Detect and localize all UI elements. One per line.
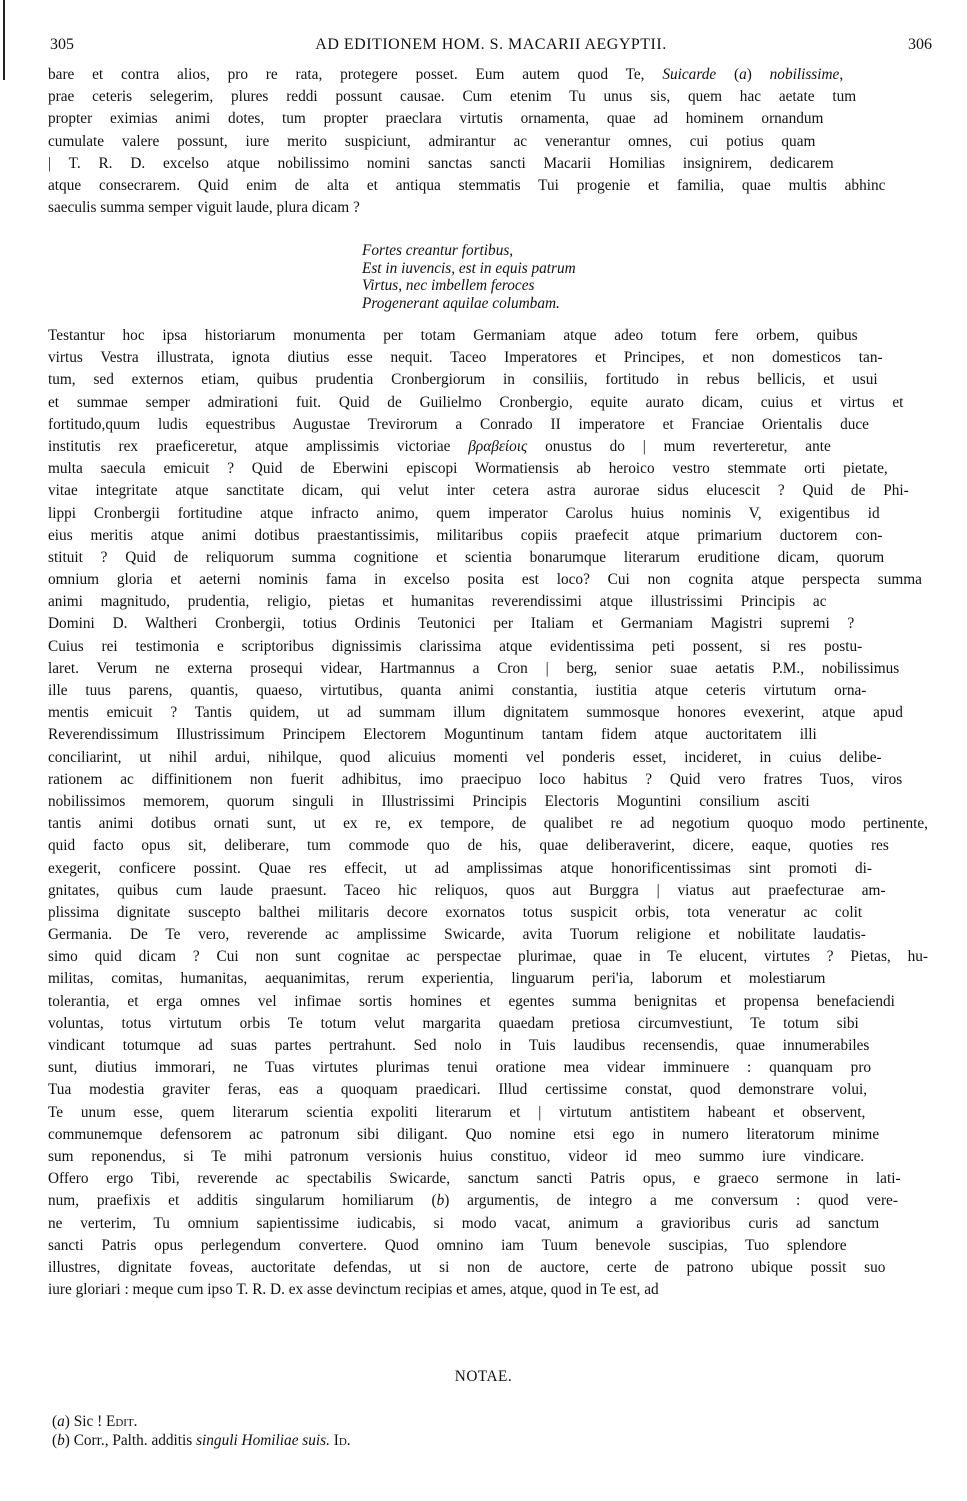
- page-header: [50, 36, 932, 58]
- text-line: fortitudo,quum ludis equestribus Augustae Trevirorum a Conrado II imperatore et Franciae Orientalis duce: [48, 415, 869, 433]
- text-line: simo quid dicam ? Cui non sunt cognitae ac perspectae plurimae, quae in Te elucent, virtutes ? Pietas, hu-: [48, 948, 928, 966]
- text-line: voluntas, totus virtutum orbis Te totum velut margarita quaedam pretiosa circumvestiunt, Te totum sibi: [48, 1014, 859, 1032]
- text-line: tantis animi dotibus ornati sunt, ut ex re, ex tempore, de qualibet re ad negotium quoquo modo pertinente,: [48, 815, 928, 833]
- page-edge-rule: [3, 0, 5, 80]
- text-line: lippi Cronbergii fortitudine atque infracto animo, quem imperator Carolus huius nominis V, exigentibus id: [48, 504, 880, 522]
- footnote-a: (a) Sic ! Edit.: [52, 1413, 138, 1430]
- text-line: sancti Patris opus perlegendum convertere. Quod omnino iam Tuum benevole suscipias, Tuo splendore: [48, 1236, 847, 1254]
- notes-heading: NOTAE.: [454, 1368, 513, 1385]
- text-line: propter eximias animi dotes, tum propter praeclara virtutis ornamenta, quae ad hominem ornandum: [48, 110, 824, 128]
- text-line: animi magnitudo, prudentia, religio, pietas et humanitas reverendissimi atque illustrissimi Principis ac: [48, 593, 827, 611]
- text-line: Offero ergo Tibi, reverende ac spectabilis Swicarde, sanctum sancti Patris opus, e graeco sermone in lati-: [48, 1170, 901, 1188]
- text-line: sum reponendus, si Te mihi patronum versionis huius constituo, videor id meo summo iure vindicare.: [48, 1147, 865, 1165]
- text-line: rationem ac diffinitionem non fuerit adhibitus, imo praecipuo loco habitus ? Quid vero fratres Tuos, viros: [48, 770, 903, 788]
- text-line: nobilissimos memorem, quorum singuli in Illustrissimi Principis Electoris Moguntini consilium asciti: [48, 792, 810, 810]
- text-line: Domini D. Waltheri Cronbergii, totius Ordinis Teutonici per Italiam et Germaniam Magistri supremi ?: [48, 615, 855, 633]
- footnote-ref-a: a: [739, 66, 747, 83]
- text-line: Reverendissimum Illustrissimum Principem Electorem Moguntinum tantam fidem atque auctoritatem illi: [48, 726, 817, 744]
- text-line: vindicant totumque ad suas partes pertrahunt. Sed nolo in Tuis laudibus recensendis, quae innumerabiles: [48, 1037, 870, 1054]
- text-line: plissima dignitate suscepto balthei militaris decore exornatos totus suspicit orbis, tota veneratur ac colit: [48, 903, 863, 921]
- text-line: Te unum esse, quem literarum scientia expoliti literarum et | virtutum antistitem habeant et observent,: [48, 1103, 866, 1121]
- text-line: omnium gloria et aeterni nominis fama in excelso posita est loco? Cui non cognita atque perspecta summa: [48, 571, 922, 589]
- footnotes: [52, 1412, 351, 1450]
- footnote-ref-b: b: [436, 1192, 445, 1210]
- text-line: militas, comitas, humanitas, aequanimitas, rerum experientia, linguarum peri'ia, laborum et molestiarum: [48, 970, 826, 988]
- text-line: iure gloriari : meque cum ipso T. R. D. ex asse devinctum recipias et ames, atque, quod in Te est, ad: [48, 1281, 659, 1299]
- text-line: prae ceteris selegerim, plures reddi possunt causae. Cum etenim Tu unus sis, quem hac aetate tum: [48, 88, 857, 106]
- text-line: bare et contra alios, pro re rata, protegere posset. Eum autem quod Te, Suicarde (a) nobilissime,: [48, 66, 844, 83]
- text-line: vitae integritate atque sanctitate dicam, qui velut inter cetera astra aurorae sidus elucescit ? Quid de Phi-: [48, 482, 909, 500]
- text-line: sunt, diutius immorari, ne Tuas virtutes plurimas tenui oratione mea videar imminuere : quanquam pro: [48, 1059, 872, 1077]
- text-line: conciliarint, ut nihil ardui, nihilque, quod alicuius momenti vel ponderis esset, incideret, in cuius delibe-: [48, 748, 882, 766]
- text-line: laret. Verum ne externa prosequi videar, Hartmannus a Cron | berg, senior suae aetatis P.M., nobilissimus: [48, 659, 900, 677]
- dedication-paragraph-1: [48, 64, 928, 219]
- verse-line: Virtus, nec imbellem feroces: [362, 277, 535, 294]
- text-line: eius meritis atque animi dotibus praestantissimis, militaribus copiis praefecit atque primarium ductorem con-: [48, 526, 883, 544]
- page-number-right: 306: [908, 36, 932, 53]
- text-line: institutis rex praeficeretur, atque amplissimis victoriae βραβείοις onustus do | mum reverteretur, ante: [48, 437, 831, 455]
- greek-word: βραβείοις: [468, 437, 528, 455]
- text-line: quid facto opus sit, deliberare, tum commode quo de his, quae deliberaverint, dicere, eaque, quoties res: [48, 837, 889, 855]
- text-line: mentis emicuit ? Tantis quidem, ut ad summam illum dignitatem summosque honores evexerint, atque apud: [48, 704, 903, 722]
- text-line: ne verterim, Tu omnium sapientissime iudicabis, si modo vacat, animum a gravioribus curis ad sanctum: [48, 1214, 880, 1232]
- text-line: illustres, dignitate foveas, auctoritate defendas, ut si non de auctore, certe de patrono ubique possit suo: [48, 1258, 886, 1276]
- text-line: Testantur hoc ipsa historiarum monumenta per totam Germaniam atque adeo totum fere orbem, quibus: [48, 327, 858, 344]
- verse-line: Est in iuvencis, est in equis patrum: [362, 259, 576, 277]
- running-title: AD EDITIONEM HOM. S. MACARII AEGYPTII.: [315, 36, 667, 53]
- verse-quotation: [362, 242, 576, 312]
- text-line: gnitates, quibus cum laude praesunt. Taceo hic reliquos, quos aut Burggra | viatus aut praefecturae am-: [48, 881, 886, 899]
- text-line: ille tuus parens, quantis, quaeso, virtutibus, quanta animi constantia, iustitia atque ceteris virtutum orna-: [48, 682, 867, 699]
- text-line: | T. R. D. excelso atque nobilissimo nomini sanctas sancti Macarii Homilias insignirem, dedicarem: [48, 154, 834, 172]
- page-number-left: 305: [50, 36, 74, 53]
- dedication-paragraph-2: [48, 325, 928, 1301]
- footnote-b: (b) Corr., Palth. additis singuli Homiliae suis. Id.: [52, 1432, 351, 1449]
- text-line: num, praefixis et additis singularum homiliarum (b) argumentis, de integro a me conversum : quod vere-: [48, 1192, 898, 1210]
- text-line: exegerit, conficere possint. Quae res effecit, ut ad amplissimas atque honorificentissimas sint promoti di-: [48, 859, 873, 877]
- verse-line: Progenerant aquilae columbam.: [362, 294, 560, 312]
- text-line: virtus Vestra illustrata, ignota diutius esse nequit. Taceo Imperatores et Principes, et non domesticos tan-: [48, 349, 883, 367]
- text-line: et summae semper admirationi fuit. Quid de Guilielmo Cronbergio, equite aurato dicam, cuius et virtus et: [48, 393, 904, 411]
- verse-line: Fortes creantur fortibus,: [362, 242, 514, 259]
- text-line: atque consecrarem. Quid enim de alta et antiqua stemmatis Tui progenie et familia, quae multis abhinc: [48, 176, 886, 194]
- text-line: multa saecula emicuit ? Quid de Eberwini episcopi Wormatiensis ab heroico vestro stemmate orti pietate,: [48, 460, 888, 478]
- text-line: Germania. De Te vero, reverende ac amplissime Swicarde, avita Tuorum religione et nobilitate laudatis-: [48, 926, 866, 944]
- text-line: tum, sed externos etiam, quibus prudentia Cronbergiorum in consiliis, fortitudo in rebus bellicis, et usui: [48, 371, 878, 389]
- text-line: cumulate valere possunt, iure merito suspiciunt, admirantur ac venerantur omnes, cui potius quam: [48, 132, 816, 150]
- text-line: saeculis summa semper viguit laude, plura dicam ?: [48, 199, 360, 217]
- text-line: Cuius rei testimonia e scriptoribus dignissimis clarissima atque evidentissima peti possent, si res postu-: [48, 637, 863, 655]
- text-line: stituit ? Quid de reliquorum summa cognitione et scientia bonarumque literarum eruditione dicam, quorum: [48, 548, 885, 566]
- text-line: tolerantia, et erga omnes vel infimae sortis homines et egentes summa benignitas et propensa benefaciendi: [48, 992, 895, 1010]
- text-line: communemque defensorem ac patronum sibi diligant. Quo nomine etsi ego in numero literatorum minime: [48, 1125, 880, 1143]
- name-suicarde: Suicarde: [662, 66, 717, 83]
- text-line: Tua modestia graviter feras, eas a quoquam praedicari. Illud certissime constat, quod demonstrare volui,: [48, 1081, 868, 1099]
